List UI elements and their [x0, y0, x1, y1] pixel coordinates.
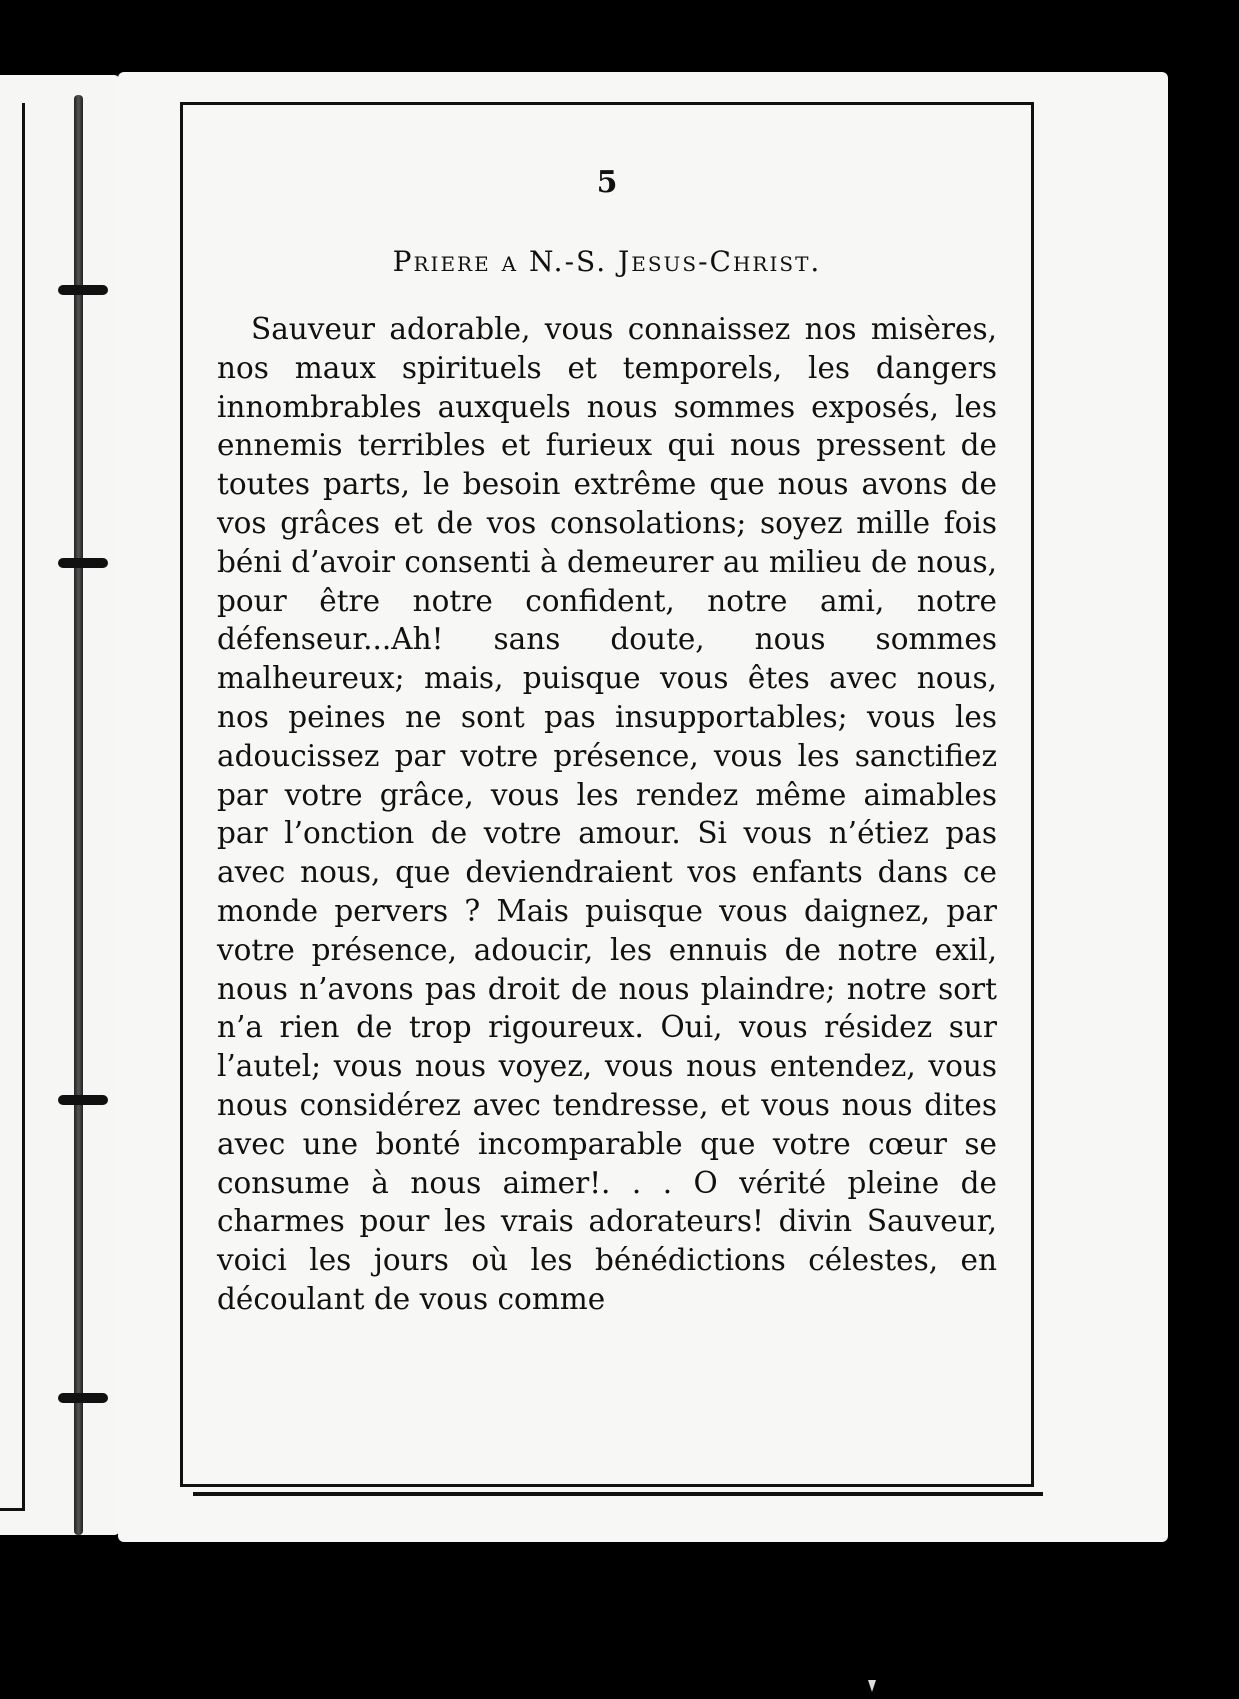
- binding-stitch: [58, 285, 108, 295]
- bottom-rule: [193, 1492, 1043, 1496]
- page-number: 5: [596, 165, 618, 200]
- scan-mark: [868, 1680, 876, 1692]
- binding-stitch: [58, 558, 108, 568]
- page-frame: [180, 102, 1034, 1487]
- facing-page-frame: [0, 103, 25, 1511]
- binding-stitch: [58, 1393, 108, 1403]
- facing-page: [0, 75, 120, 1535]
- prayer-text: Sauveur adorable, vous connaissez nos misères, nos maux spirituels et temporels, les dangers innombrables auxquels nous sommes exposés, les ennemis terribles et furieux qui nous pressent de toutes parts, le besoin extrême que nous avons de vos grâces et de vos consolations; soyez mille fois béni d’avoir consenti à demeurer au milieu de nous, pour être notre confident, notre ami, notre défenseur...Ah! sans doute, nous sommes malheureux; mais, puisque vous êtes avec nous, nos peines ne sont pas insupportables; vous les adoucissez par votre présence, vous les sanctifiez par votre grâce, vous les rendez même aimables par l’onction de votre amour. Si vous n’étiez pas avec nous, que deviendraient vos enfants dans ce monde pervers ? Mais puisque vous daignez, par votre présence, adoucir, les ennuis de notre exil, nous n’avons pas droit de nous plaindre; notre sort n’a rien de trop rigoureux. Oui, vous résidez sur l’autel; vous nous voyez, vous nous entendez, vous nous considérez avec tendresse, et vous nous dites avec une bonté incomparable que votre cœur se consume à nous aimer!. . . O vérité pleine de charmes pour les vrais adorateurs! divin Sauveur, voici les jours où les bénédictions célestes, en découlant de vous comme: [217, 312, 997, 1316]
- page-title: Priere a N.-S. Jesus-Christ.: [392, 245, 822, 278]
- book-page: [118, 72, 1168, 1542]
- binding-stitch: [58, 1095, 108, 1105]
- binding-spine: [74, 95, 83, 1535]
